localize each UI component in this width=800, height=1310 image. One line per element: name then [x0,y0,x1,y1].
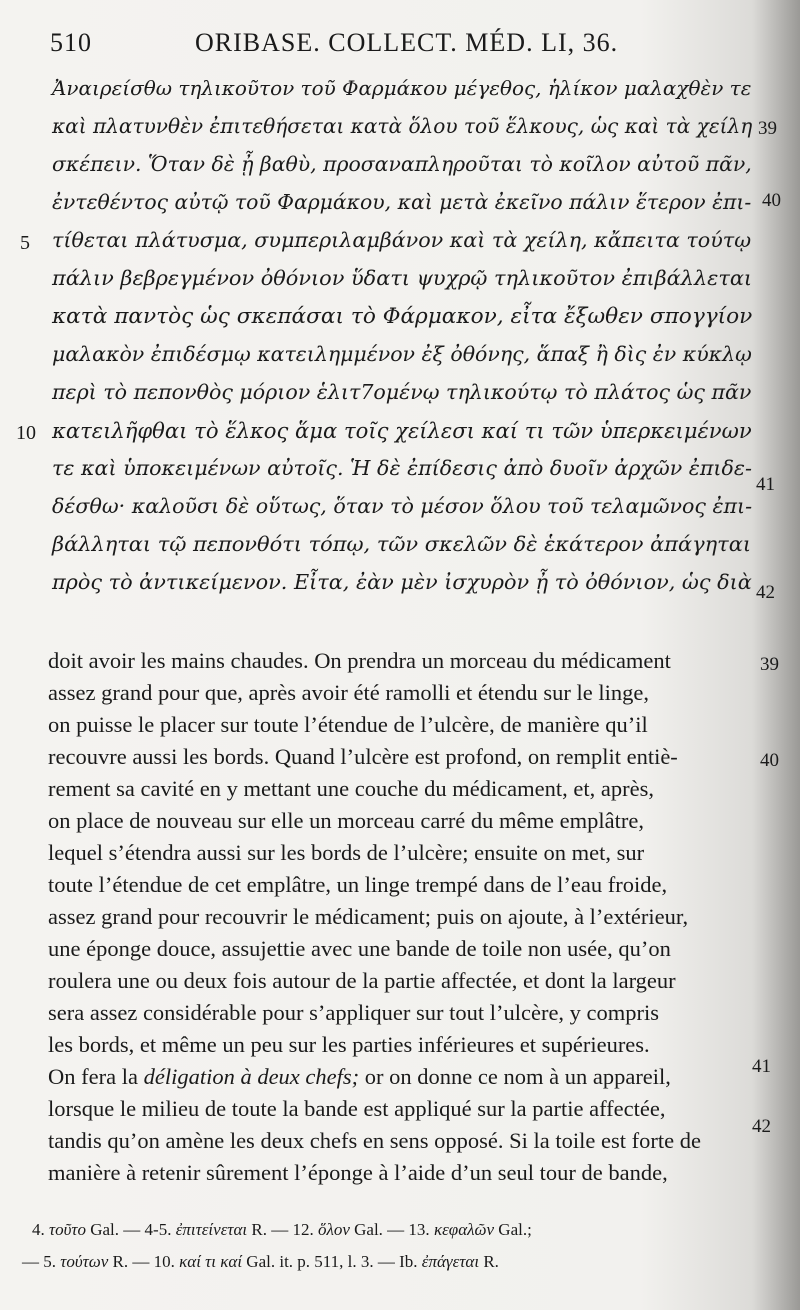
greek-line: τίθεται πλάτυσμα, συμπεριλαμβάνον καὶ τὰ χείλη, κἄπειτα τούτῳ [52,228,752,252]
greek-line: καὶ πλατυνθὲν ἐπιτεθήσεται κατὰ ὅλου τοῦ ἕλκους, ὡς καὶ τὰ χείλη [52,114,753,138]
french-line: rement sa cavité en y mettant une couche du médicament, et, après, [48,776,654,801]
french-line: manière à retenir sûrement l’éponge à l’aide d’un seul tour de bande, [48,1160,668,1185]
margin-number-40: 40 [760,750,779,771]
footnote-line-2 [22,1252,499,1272]
greek-line: κατὰ παντὸς ὡς σκεπάσαι τὸ Φάρμακον, εἶτα ἔξωθεν σπογγίον [52,304,753,329]
french-line: assez grand pour que, après avoir été ramolli et étendu sur le linge, [48,680,650,705]
note-text: Gal. — 4-5. [85,1220,176,1239]
french-line: toute l’étendue de cet emplâtre, un linge trempé dans de l’eau froide, [48,872,668,897]
greek-line: κατειλῆφθαι τὸ ἕλκος ἅμα τοῖς χείλεσι καί τι τῶν ὑπερκειμένων [52,418,752,443]
french-line: les bords, et même un peu sur les parties inférieures et supérieures. [48,1032,650,1057]
note-text: 4. [32,1220,49,1239]
note-text: — 5. [22,1252,61,1271]
greek-line: σκέπειν. Ὅταν δὲ ᾖ βαθὺ, προσαναπληροῦται τὸ κοῖλον αὐτοῦ πᾶν, [52,152,752,176]
note-text: R. — 10. [108,1252,180,1271]
greek-line: πρὸς τὸ ἀντικείμενον. Εἶτα, ἐὰν μὲν ἰσχυρὸν ᾖ τὸ ὀθόνιον, ὡς διὰ [52,570,752,594]
note-text: R. — 12. [247,1220,318,1239]
note-greek: τούτων [60,1252,109,1271]
line-number-10: 10 [16,422,36,444]
note-greek: κεφαλῶν [433,1220,495,1239]
french-line: assez grand pour recouvrir le médicament; puis on ajoute, à l’extérieur, [48,904,689,929]
french-text: or on donne ce nom à un appareil, [364,1064,671,1089]
greek-line: πάλιν βεβρεγμένον ὀθόνιον ὕδατι ψυχρῷ τηλικοῦτον ἐπιβάλλεται [52,266,753,290]
greek-line: περὶ τὸ πεπονθὸς μόριον ἑλιτ7ομένῳ τηλικούτῳ τὸ πλάτος ὡς πᾶν [52,380,752,404]
note-greek: τοῦτο [49,1220,86,1239]
french-line: recouvre aussi les bords. Quand l’ulcère est profond, on remplit entiè- [48,744,678,769]
note-greek: ὅλον [317,1220,350,1239]
italic-term: déligation à deux chefs; [143,1064,360,1089]
footnote-line-1 [32,1220,532,1240]
margin-number-42: 42 [752,1116,771,1137]
page-header [50,28,750,68]
french-line-with-italic [48,1064,671,1090]
line-number-5: 5 [20,232,30,254]
running-title: ORIBASE. COLLECT. MÉD. LI, 36. [195,28,619,57]
greek-line: μαλακὸν ἐπιδέσμῳ κατειλημμένον ἐξ ὀθόνης, ἅπαξ ἢ δὶς ἐν κύκλῳ [52,342,752,366]
french-line: on puisse le placer sur toute l’étendue de l’ulcère, de manière qu’il [48,712,648,737]
margin-number-41: 41 [752,1056,771,1077]
greek-line: δέσθω· καλοῦσι δὲ οὕτως, ὅταν τὸ μέσον ὅλου τοῦ τελαμῶνος ἐπι- [52,494,753,518]
greek-line: βάλληται τῷ πεπονθότι τόπῳ, τῶν σκελῶν δὲ ἑκάτερον ἀπάγηται [52,532,752,556]
french-line: lequel s’étendra aussi sur les bords de l’ulcère; ensuite on met, sur [48,840,645,865]
french-line: lorsque le milieu de toute la bande est appliqué sur la partie affectée, [48,1096,666,1121]
greek-line: Ἀναιρείσθω τηλικοῦτον τοῦ Φαρμάκου μέγεθος, ἡλίκον μαλαχθὲν τε [52,76,752,100]
french-line: une éponge douce, assujettie avec une bande de toile non usée, qu’on [48,936,671,961]
note-text: R. [479,1252,499,1271]
note-greek: ἐπιτείνεται [175,1220,248,1239]
note-greek: καί τι καί [179,1252,243,1271]
page-number: 510 [50,28,92,57]
french-line: roulera une ou deux fois autour de la partie affectée, et dont la largeur [48,968,676,993]
margin-number-42: 42 [756,582,775,603]
note-text: Gal. it. p. 511, l. 3. — Ib. [242,1252,422,1271]
french-line: doit avoir les mains chaudes. On prendra un morceau du médicament [48,648,671,673]
french-line: on place de nouveau sur elle un morceau carré du même emplâtre, [48,808,644,833]
margin-number-41: 41 [756,474,775,495]
french-line: tandis qu’on amène les deux chefs en sens opposé. Si la toile est forte de [48,1128,701,1153]
greek-line: ἐντεθέντος αὐτῷ τοῦ Φαρμάκου, καὶ μετὰ ἐκεῖνο πάλιν ἕτερον ἐπι- [52,190,752,214]
margin-number-40: 40 [762,190,781,211]
french-text: On fera la [48,1064,144,1089]
french-line: sera assez considérable pour s’appliquer sur tout l’ulcère, y compris [48,1000,660,1025]
note-text: Gal.; [494,1220,532,1239]
note-greek: ἐπάγεται [421,1252,480,1271]
greek-line: τε καὶ ὑποκειμένων αὐτοῖς. Ἡ δὲ ἐπίδεσις ἀπὸ δυοῖν ἀρχῶν ἐπιδε- [52,456,752,480]
margin-number-39: 39 [758,118,777,139]
margin-number-39: 39 [760,654,779,675]
note-text: Gal. — 13. [349,1220,434,1239]
